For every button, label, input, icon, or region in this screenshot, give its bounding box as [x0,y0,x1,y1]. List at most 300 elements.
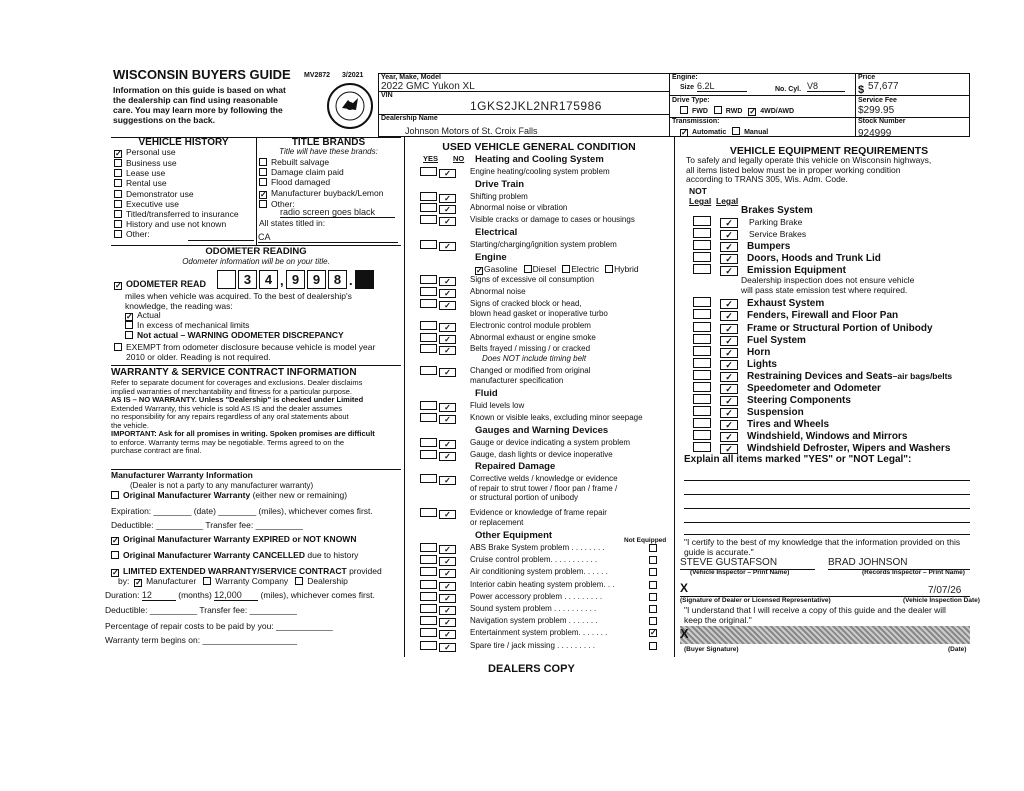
vin-label: VIN [381,92,393,99]
no-checkbox[interactable] [439,606,456,615]
buyer-date-label: (Date) [948,646,967,653]
yes-checkbox[interactable] [420,192,437,201]
condition-section-engine: Engine [475,252,507,263]
equipment-item-label: Emission Equipment [747,265,846,276]
history-checkbox[interactable] [114,179,122,187]
condition-section-gauges: Gauges and Warning Devices [475,425,609,436]
no-checkbox[interactable] [439,194,456,203]
understand-text: "I understand that I will receive a copy of this guide and the dealer will keep the original." [684,605,946,625]
yes-checkbox[interactable] [420,604,437,613]
drive-label: Drive Type: [672,97,710,104]
equipment-item [693,442,950,455]
equipment-item [693,406,804,419]
no-checkbox[interactable] [439,368,456,377]
equipment-item-label: Lights [747,359,777,370]
brand-item [259,157,383,167]
yes-checkbox[interactable] [420,567,437,576]
legal-checkbox[interactable] [720,218,738,228]
history-checkbox[interactable] [114,210,122,218]
legal-checkbox[interactable] [720,360,738,370]
odometer-option: ✓Actual [125,311,344,321]
no-checkbox[interactable] [439,545,456,554]
months-value: 12 [142,590,176,601]
yes-checkbox[interactable] [420,474,437,483]
brand-item [259,188,383,199]
brand-checkbox[interactable] [259,168,267,176]
fee-label: Service Fee [858,97,897,104]
not-legal-checkbox[interactable] [693,322,711,332]
limited-warranty: ✓LIMITED EXTENDED WARRANTY/SERVICE CONTRACT provided [111,567,382,577]
odometer-option-checkbox[interactable] [125,313,133,321]
condition-item-label: Power accessory problem . . . . . . . . . [470,591,603,601]
yes-checkbox[interactable] [420,543,437,552]
condition-section-drive: Drive Train [475,179,525,190]
not-legal-checkbox[interactable] [693,309,711,319]
legal-checkbox[interactable] [720,420,738,430]
by-warranty-company-checkbox[interactable] [203,577,211,585]
no-checkbox[interactable] [439,403,456,412]
condition-item [420,366,591,385]
condition-item-label: or structural portion of unibody [470,493,579,502]
condition-item-label: or replacement [470,517,524,527]
not-equipped-checkbox[interactable] [649,593,657,601]
percent-line: Percentage of repair costs to be paid by you: ____________ [105,621,333,631]
buyer-sign-x: X [680,626,689,641]
brakes-title: Brakes System [741,205,813,216]
not-legal-checkbox[interactable] [693,216,711,226]
condition-item-label: of repair to strut tower / floor pan / frame / [470,483,618,493]
legal-checkbox[interactable] [720,254,738,264]
not-equipped-checkbox[interactable] [649,544,657,552]
equipment-item [693,252,881,265]
legal-checkbox[interactable] [720,242,738,252]
not-legal-checkbox[interactable] [693,442,711,452]
legal-checkbox[interactable] [720,372,738,382]
dealer-value: Johnson Motors of St. Croix Falls [405,126,538,136]
condition-item-label: Fluid levels low [470,401,525,410]
equipment-intro: To safely and legally operate this vehicle on Wisconsin highways, all items listed below must be in proper working condition according to TRANS 305, Wis. Adm. Code. [686,155,932,184]
yes-checkbox[interactable] [420,167,437,176]
condition-section-repaired: Repaired Damage [475,461,556,472]
records-inspector-name: BRAD JOHNSON [828,557,970,570]
legal-checkbox[interactable] [720,324,738,334]
equipment-item-label: Suspension [747,407,804,418]
history-item-label: Other: [126,229,150,240]
odometer-option: Not actual – WARNING ODOMETER DISCREPANCY [125,331,344,341]
stock-label: Stock Number [858,118,906,125]
condition-item-label: Spare tire / jack missing . . . . . . . . . [470,640,595,650]
cyl-label: No. Cyl. [775,86,802,93]
yes-checkbox[interactable] [420,413,437,422]
brand-other-value: radio screen goes black [280,207,395,218]
no-checkbox[interactable] [439,323,456,332]
condition-section-fluid: Fluid [475,388,498,399]
not-legal-checkbox[interactable] [693,297,711,307]
condition-item-label: manufacturer specification [470,375,564,385]
duration-line: Duration: 12 (months) 12,000 (miles), whichever comes first. [105,590,375,600]
yes-checkbox[interactable] [420,203,437,212]
condition-item [420,287,526,298]
fuel-options: ✓Gasoline Diesel Electric Hybrid [475,265,645,275]
engine-label: Engine: [672,74,698,81]
odometer-separator: . [349,273,353,289]
no-checkbox[interactable] [439,557,456,566]
yes-checkbox[interactable] [420,628,437,637]
trans-automatic-checkbox[interactable] [680,129,688,137]
condition-item [420,275,595,286]
no-checkbox[interactable] [439,205,456,214]
not-legal-checkbox[interactable] [693,394,711,404]
no-checkbox[interactable] [439,415,456,424]
equipment-item-label: Bumpers [747,241,791,252]
yes-checkbox[interactable] [420,275,437,284]
yes-checkbox[interactable] [420,366,437,375]
no-checkbox[interactable] [439,242,456,251]
brands-subtitle: Title will have these brands: [279,147,378,156]
condition-title: USED VEHICLE GENERAL CONDITION [442,141,636,153]
condition-item [420,591,603,603]
condition-section-electrical: Electrical [475,227,518,238]
mfr-title: Manufacturer Warranty Information [111,470,253,480]
equipment-item-label: Tires and Wheels [747,419,830,430]
brand-item-label: Rebuilt salvage [271,157,330,167]
not-legal-checkbox[interactable] [693,430,711,440]
condition-item-label: Corrective welds / knowledge or evidence [470,474,618,483]
cyl-value: V8 [807,81,845,92]
history-item-label: Rental use [126,178,167,189]
brand-checkbox[interactable] [259,200,267,208]
equipment-item [693,240,790,253]
condition-item [420,508,607,527]
condition-item [420,616,598,627]
no-checkbox[interactable] [439,476,456,485]
states-label: All states titled in: [259,218,326,228]
odometer-subtitle: Odometer information will be on your title. [182,257,330,266]
no-checkbox[interactable] [439,277,456,286]
deductible-line: Deductible: __________ Transfer fee: __________ [111,520,303,530]
history-title: VEHICLE HISTORY [138,137,229,148]
legal-checkbox[interactable] [720,299,738,309]
condition-item [420,203,568,214]
dealer-sign-x: X [680,581,689,595]
not-legal-checkbox[interactable] [693,240,711,250]
vehicle-inspector-label: (Vehicle Inspector – Print Name) [690,569,790,576]
brand-item [259,167,383,177]
equipment-item [693,228,806,240]
condition-item-label: Abnormal noise or vibration [470,203,568,212]
odometer-desc: miles when vehicle was acquired. To the best of dealership's knowledge, the reading was: [125,291,352,311]
condition-item [420,567,608,578]
dealer-label: Dealership Name [381,115,438,122]
expired-checkbox[interactable] [111,537,119,545]
history-item [114,199,239,209]
no-checkbox[interactable] [439,510,456,519]
odometer-digit-box: 9 [307,270,326,289]
odometer-options [125,311,344,340]
condition-item-label: Abnormal exhaust or engine smoke [470,333,596,342]
yes-checkbox[interactable] [420,580,437,589]
no-header: NO [453,154,465,163]
condition-item [420,344,591,363]
not-equipped-checkbox[interactable] [649,629,657,637]
dealer-sign-label: (Signature of Dealer or Licensed Representative) [680,597,831,604]
history-item-label: Business use [126,158,177,168]
warranty-title: WARRANTY & SERVICE CONTRACT INFORMATION [111,367,357,378]
history-item-label: Executive use [126,198,179,209]
history-checkbox[interactable] [114,200,122,208]
brand-checkbox[interactable] [259,158,267,166]
not-legal-checkbox[interactable] [693,418,711,428]
yes-checkbox[interactable] [420,240,437,249]
history-item-label: Titled/transferred to insurance [126,209,239,220]
dot-seal-logo [326,82,374,130]
drive-4wd-checkbox[interactable] [748,108,756,116]
fuel-gasoline-checkbox[interactable] [475,267,483,275]
legal-checkbox[interactable] [720,396,738,406]
form-number: MV2872 [304,72,331,79]
history-checkbox[interactable] [114,230,122,238]
history-list [114,147,239,240]
not-equipped-checkbox[interactable] [649,617,657,625]
odometer-digit-box: 9 [286,270,305,289]
emission-note: Dealership inspection does not ensure vehicle will pass state emission test where required. [741,275,915,295]
odometer-digit-box [217,270,236,289]
odometer-label: ✓ODOMETER READ [114,279,206,290]
no-checkbox[interactable] [439,440,456,449]
mfr-sub: (Dealer is not a party to any manufacturer warranty) [130,481,314,490]
fuel-diesel-checkbox[interactable] [524,265,532,273]
condition-item-label: Engine heating/cooling system problem [470,167,610,176]
condition-section-heating: Heating and Cooling System [475,154,604,165]
not-legal-checkbox[interactable] [693,252,711,262]
history-checkbox[interactable] [114,150,122,158]
not-legal-checkbox[interactable] [693,358,711,368]
states-value: CA [258,232,398,243]
equipment-item-label: Speedometer and Odometer [747,383,881,394]
equipment-item [693,297,824,310]
condition-item-label: Belts frayed / missing / or cracked [470,344,591,353]
yes-checkbox[interactable] [420,299,437,308]
not-legal-checkbox[interactable] [693,346,711,356]
no-checkbox[interactable] [439,346,456,355]
condition-item-label: Electronic control module problem [470,321,591,330]
trans-manual-checkbox[interactable] [732,127,740,135]
not-equipped-checkbox[interactable] [649,581,657,589]
equipment-item [693,394,851,407]
condition-item [420,640,595,652]
legal-checkbox[interactable] [720,432,738,442]
no-checkbox[interactable] [439,569,456,578]
condition-item [420,299,608,318]
no-checkbox[interactable] [439,643,456,652]
odometer-exempt: EXEMPT from odometer disclosure because vehicle is model year 2010 or older. Reading is not required. [114,343,375,362]
condition-item-label: Navigation system problem . . . . . . . [470,616,598,626]
yes-checkbox[interactable] [420,401,437,410]
fuel-electric-checkbox[interactable] [562,265,570,273]
brand-checkbox[interactable] [259,178,267,186]
yes-checkbox[interactable] [420,616,437,625]
condition-item-label: Sound system problem . . . . . . . . . . [470,604,597,613]
yes-checkbox[interactable] [420,344,437,353]
yes-header: YES [423,154,439,163]
records-inspector-label: (Records Inspector – Print Name) [862,569,965,576]
no-checkbox[interactable] [439,289,456,298]
legal-checkbox[interactable] [720,336,738,346]
not-legal-checkbox[interactable] [693,370,711,380]
no-checkbox[interactable] [439,452,456,461]
drive-fwd-checkbox[interactable] [680,106,688,114]
yes-checkbox[interactable] [420,438,437,447]
price-value: 57,677 [868,81,899,92]
brand-item-label: Other: [271,198,295,209]
not-equipped-checkbox[interactable] [649,568,657,576]
equipment-item-label: Parking Brake [749,217,803,227]
condition-item [420,604,597,615]
size-value: 6.2L [697,81,747,92]
fuel-hybrid-checkbox[interactable] [605,265,613,273]
legal-checkbox[interactable] [720,311,738,321]
brand-item [259,177,383,187]
trans-label: Transmission: [672,118,720,125]
history-checkbox[interactable] [114,169,122,177]
brands-list [259,157,383,209]
no-checkbox[interactable] [439,301,456,310]
not-legal-checkbox[interactable] [693,406,711,416]
history-other-line [188,233,254,241]
ymm-label: Year, Make, Model [381,74,441,81]
drive-rwd-checkbox[interactable] [714,106,722,114]
no-checkbox[interactable] [439,169,456,178]
equipment-item [693,430,907,443]
legal-checkbox[interactable] [720,230,738,240]
by-dealership-checkbox[interactable] [295,577,303,585]
condition-item-label: Known or visible leaks, excluding minor seepage [470,413,643,422]
condition-item [420,167,610,178]
odometer-title: ODOMETER READING [205,246,307,257]
no-checkbox[interactable] [439,630,456,639]
miles-value: 12,000 [214,590,258,601]
price-dollar: $ [858,84,865,96]
yes-checkbox[interactable] [420,333,437,342]
legal-checkbox[interactable] [720,444,738,454]
intro-text: Information on this guide is based on what the dealership can find using reasonable care. You may learn more by following the suggestions on the back. [113,85,286,125]
yes-checkbox[interactable] [420,555,437,564]
yes-checkbox[interactable] [420,450,437,459]
explain-label: Explain all items marked "YES" or "NOT Legal": [684,454,912,465]
equipment-item-label: Doors, Hoods and Trunk Lid [747,253,881,264]
history-item [114,168,239,178]
not-legal-checkbox[interactable] [693,334,711,344]
odometer-digit-box: 8 [328,270,347,289]
brand-checkbox[interactable] [259,191,267,199]
yes-checkbox[interactable] [420,641,437,650]
history-checkbox[interactable] [114,220,122,228]
orig-warranty-checkbox[interactable] [111,491,119,499]
condition-item [420,628,608,639]
legal-checkbox[interactable] [720,384,738,394]
not-legal-checkbox[interactable] [693,382,711,392]
not-equipped-checkbox[interactable] [649,556,657,564]
condition-item-label: blown head gasket or inoperative turbo [470,308,608,318]
odometer-digit-box: 3 [238,270,257,289]
no-checkbox[interactable] [439,335,456,344]
condition-item [420,192,528,203]
form-date: 3/2021 [342,72,364,79]
not-equipped-header: Not Equipped [624,537,667,544]
dealers-copy-label: DEALERS COPY [488,663,575,675]
equipment-item-label: Steering Components [747,395,851,406]
legal-checkbox[interactable] [720,266,738,276]
odometer-option-checkbox[interactable] [125,321,133,329]
yes-checkbox[interactable] [420,508,437,517]
history-item [114,158,239,168]
equipment-item [693,358,777,371]
history-checkbox[interactable] [114,190,122,198]
not-legal-checkbox[interactable] [693,264,711,274]
odometer-checkbox[interactable] [114,282,122,290]
equipment-item-label: Fenders, Firewall and Floor Pan [747,310,899,321]
condition-item [420,450,613,461]
expiration-line: Expiration: ________ (date) ________ (miles), whichever comes first. [111,506,373,516]
not-legal-header: Legal [689,196,712,206]
stock-value: 924999 [858,128,892,139]
buyer-signature-field[interactable] [680,626,970,644]
condition-item-label: ABS Brake System problem . . . . . . . . [470,543,605,552]
odometer-option-checkbox[interactable] [125,331,133,339]
yes-checkbox[interactable] [420,592,437,601]
inspection-date-label: (Vehicle Inspection Date) [903,597,980,604]
condition-item-label: Cruise control problem. . . . . . . . . . . [470,555,598,565]
not-legal-checkbox[interactable] [693,228,711,238]
not-equipped-checkbox[interactable] [649,605,657,613]
history-checkbox[interactable] [114,159,122,167]
equipment-item [693,216,802,228]
condition-item [420,321,591,332]
legal-header: Legal [716,196,739,206]
no-checkbox[interactable] [439,594,456,603]
legal-checkbox[interactable] [720,408,738,418]
no-checkbox[interactable] [439,618,456,627]
exempt-checkbox[interactable] [114,343,122,351]
condition-item [420,215,635,226]
yes-checkbox[interactable] [420,215,437,224]
condition-item-label: Air conditioning system problem. . . . . . [470,567,608,577]
condition-item-label: Abnormal noise [470,287,526,296]
equipment-item-label: Windshield Defroster, Wipers and Washers [747,443,951,454]
inspection-date: 7/07/26 [928,585,962,596]
equipment-item-label: Fuel System [747,335,806,346]
yes-checkbox[interactable] [420,321,437,330]
no-checkbox[interactable] [439,582,456,591]
history-item-label: Lease use [126,168,166,179]
by-manufacturer-checkbox[interactable] [134,579,142,587]
trans-options: ✓Automatic Manual [680,127,768,137]
legal-checkbox[interactable] [720,348,738,358]
condition-item-label: Shifting problem [470,192,528,201]
equipment-title: VEHICLE EQUIPMENT REQUIREMENTS [729,145,929,157]
cancelled-checkbox[interactable] [111,551,119,559]
drive-options: FWD RWD ✓ 4WD/AWD [680,106,794,116]
condition-section-other: Other Equipment [475,530,553,541]
condition-item [420,543,605,554]
not-equipped-checkbox[interactable] [649,642,657,650]
yes-checkbox[interactable] [420,287,437,296]
condition-item-label: Starting/charging/ignition system problem [470,240,617,249]
ymm-value: 2022 GMC Yukon XL [381,81,475,92]
brand-item-label: Manufacturer buyback/Lemon [271,187,384,198]
equipment-item-label: Frame or Structural Portion of Unibody [747,323,933,334]
no-checkbox[interactable] [439,217,456,226]
